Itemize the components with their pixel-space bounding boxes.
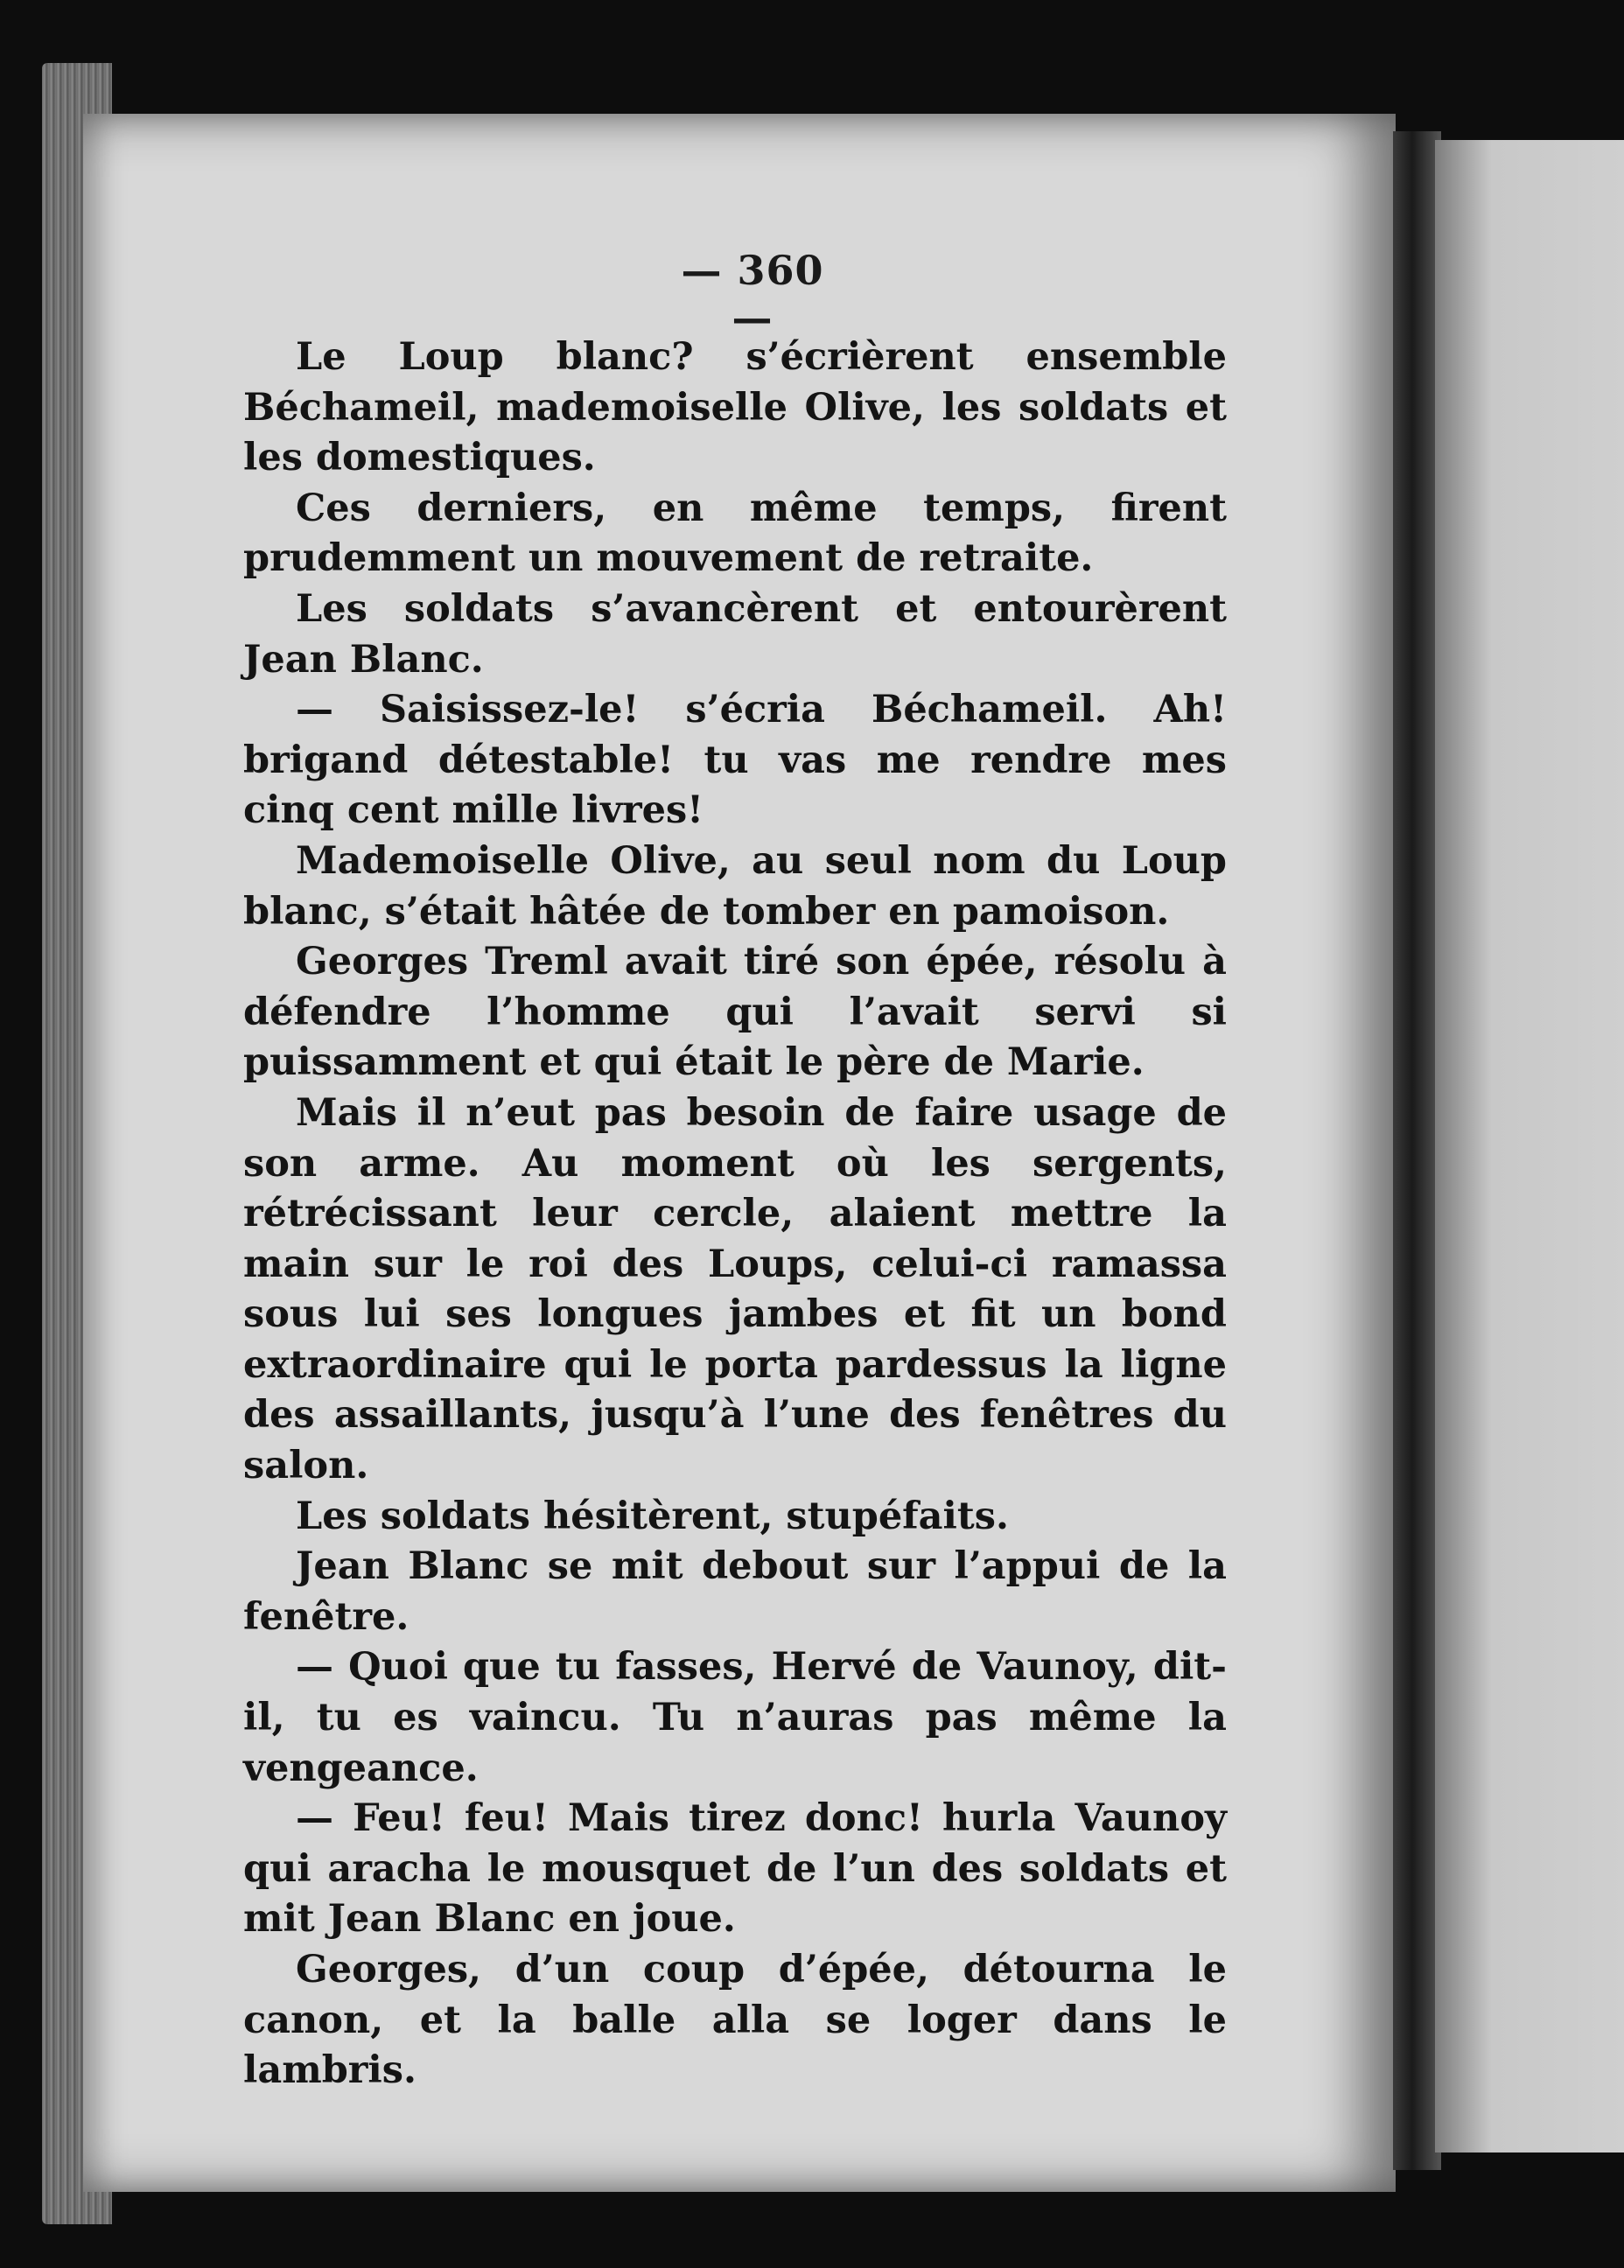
page-number: — 360 —	[681, 247, 824, 341]
body-text	[243, 332, 1227, 2096]
book-gutter	[1393, 131, 1441, 2170]
paragraph: Mais il n’eut pas besoin de faire usage de son arme. Au moment où les sergents, rétrécissant leur cercle, alaient mettre la main sur le roi des Loups, celui-ci ramassa sous lui ses longues jambes et fit un bond extraordinaire qui le porta pardessus la ligne des assaillants, jusqu’à l’une des fenêtres du salon.	[243, 1090, 1227, 1488]
paragraph: — Quoi que tu fasses, Hervé de Vaunoy, dit-il, tu es vaincu. Tu n’auras pas même la vengeance.	[243, 1645, 1227, 1790]
paragraph: Jean Blanc se mit debout sur l’appui de la fenêtre.	[243, 1544, 1227, 1639]
paragraph: Ces derniers, en même temps, firent prudemment un mouvement de retraite.	[243, 486, 1227, 581]
paragraph: Georges, d’un coup d’épée, détourna le canon, et la balle alla se loger dans le lambris.	[243, 1948, 1227, 2093]
paragraph: Les soldats hésitèrent, stupéfaits.	[296, 1494, 1009, 1538]
paragraph: Le Loup blanc? s’écrièrent ensemble Béchameil, mademoiselle Olive, les soldats et les domestiques.	[243, 335, 1227, 480]
paragraph: Georges Treml avait tiré son épée, résolu à défendre l’homme qui l’avait servi si puissamment et qui était le père de Marie.	[243, 940, 1227, 1085]
facing-page	[1435, 140, 1624, 2152]
paragraph: — Feu! feu! Mais tirez donc! hurla Vaunoy qui aracha le mousquet de l’un des soldats et mit Jean Blanc en joue.	[243, 1796, 1227, 1942]
paragraph: Mademoiselle Olive, au seul nom du Loup blanc, s’était hâtée de tomber en pamoison.	[243, 838, 1227, 934]
paragraph: Les soldats s’avancèrent et entourèrent Jean Blanc.	[243, 586, 1227, 682]
paragraph: — Saisissez-le! s’écria Béchameil. Ah! brigand détestable! tu vas me rendre mes cinq cent mille livres!	[243, 688, 1227, 833]
